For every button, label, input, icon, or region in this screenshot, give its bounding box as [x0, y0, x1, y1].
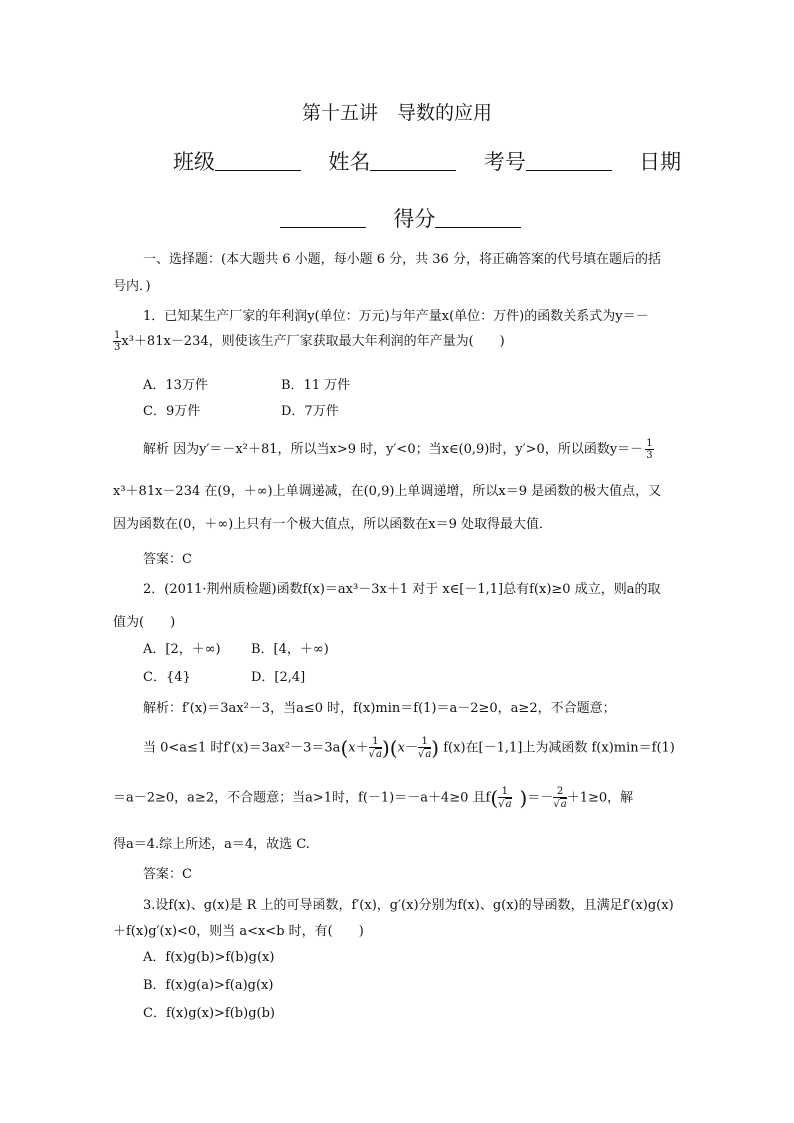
date-label: 日期 — [639, 150, 682, 174]
number-label: 考号 — [483, 150, 526, 174]
section-line1: 一、选择题：(本大题共 6 小题，每小题 6 分，共 36 分，将正确答案的代号填在题后的括 — [143, 252, 661, 267]
class-blank[interactable] — [215, 150, 301, 171]
q2-solution-line4: 得a＝4.综上所述，a＝4，故选 C. — [113, 837, 310, 852]
page-title: 第十五讲 导数的应用 — [301, 102, 492, 124]
number-blank[interactable] — [526, 150, 612, 171]
q2-option-b: B．[4，＋∞) — [251, 642, 329, 657]
q2-option-d: D．[2,4] — [251, 670, 306, 685]
score-blank[interactable] — [435, 207, 521, 228]
q3-option-b: B．f(x)g(a)>f(a)g(x) — [143, 978, 274, 993]
score-label: 得分 — [393, 207, 436, 231]
q1-solution-line2: x³＋81x－234 在(9，＋∞)上单调递减，在(0,9)上单调递增，所以x＝9 是函数的极大值点，又 — [113, 484, 662, 499]
q1-option-d: D．7万件 — [281, 404, 339, 419]
class-label: 班级 — [173, 150, 215, 174]
q1-option-c: C．9万件 — [143, 404, 201, 419]
q2-solution-line3: ＝a－2≥0，a≥2，不合题意；当a>1时，f(－1)＝－a＋4≥0 且f( $\frac{1}{√a}$ )＝－ $\frac{2}{√a}$ ＋1≥0，解 — [113, 786, 634, 810]
section-line2: 号内．) — [113, 279, 151, 294]
q1-fraction: $\frac{1}{3}$ — [114, 330, 121, 353]
q1-solution-line3: 因为函数在(0，＋∞)上只有一个极大值点，所以函数在x＝9 处取得最大值． — [113, 517, 552, 532]
date-blank[interactable] — [280, 207, 366, 228]
q1-stem-line2: $\frac{1}{3}$ x³＋81x－234，则使该生产厂家获取最大年利润的年产量为( ) — [114, 330, 505, 353]
header-row — [173, 146, 681, 176]
name-label: 姓名 — [328, 150, 371, 174]
q2-answer: 答案：C — [143, 867, 192, 882]
q2-stem-line1: 2．(2011·荆州质检题)函数f(x)＝ax³－3x＋1 对于 x∈[－1,1]总有f(x)≥0 成立，则a的取 — [143, 582, 661, 597]
q1-stem-line1: 1．已知某生产厂家的年利润y(单位：万元)与年产量x(单位：万件)的函数关系式为y＝－ — [143, 309, 649, 324]
q3-stem-line1: 3.设f(x)、g(x)是 R 上的可导函数，f′(x)，g′(x)分别为f(x)、g(x)的导函数，且满足f′(x)g(x) — [143, 898, 674, 913]
q3-option-a: A．f(x)g(b)>f(b)g(x) — [143, 950, 275, 965]
q2-stem-line2: 值为( ) — [113, 615, 176, 630]
q3-option-c: C．f(x)g(x)>f(b)g(b) — [143, 1006, 275, 1021]
header-row-2 — [280, 203, 521, 233]
q1-answer: 答案：C — [143, 552, 192, 567]
q1-sol-fraction: $\frac{1}{3}$ — [646, 438, 653, 461]
name-blank[interactable] — [370, 150, 456, 171]
q2-solution-line2: 当 0<a≤1 时f′(x)＝3ax²－3＝3a(x＋ $\frac{1}{√a}$ )(x－ $\frac{1}{√a}$ ) f(x)在[－1,1]上为减函数 f(x)min＝f(1) — [143, 736, 675, 760]
q1-solution-line1: 解析 因为y′＝－x²＋81，所以当x>9 时，y′<0；当x∈(0,9)时，y′>0，所以函数y＝－ $\frac{1}{3}$ — [143, 438, 653, 461]
q2-option-a: A．[2，＋∞) — [143, 642, 221, 657]
q3-stem-line2: ＋f(x)g′(x)<0，则当 a<x<b 时，有( ) — [113, 924, 364, 939]
q2-option-c: C．{4} — [143, 670, 191, 685]
q1-option-b: B．11 万件 — [281, 378, 351, 393]
q2-solution-line1: 解析：f′(x)＝3ax²－3，当a≤0 时，f(x)min＝f(1)＝a－2≥0，a≥2，不合题意； — [143, 701, 616, 716]
q1-option-a: A．13万件 — [143, 378, 208, 393]
